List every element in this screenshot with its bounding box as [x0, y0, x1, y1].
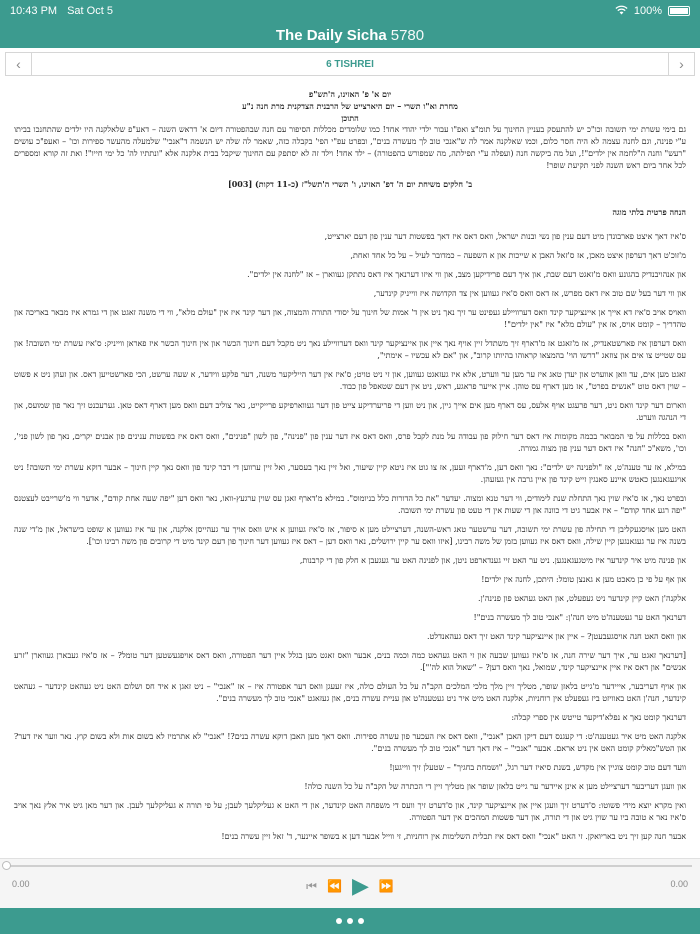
article-heading: [14, 88, 686, 124]
audio-player: [0, 858, 700, 908]
date-navigation: [5, 52, 695, 76]
article-paragraph: וואויס אויב ס'איז דא אייך אן איינציקער קינד וואס דערוויילע געפינט ער זיך נאך ניט אין ד' אמות של חינוך על יסודי התורה והמצוה, און דער קינד איז אין "עולם מלא", ווי די משנה זאגט און די גמרא איז מבאר באריכה און טהדריך – קומט אויס, אז אין "עולם מלא" איז "אין ילדים"!: [14, 308, 686, 329]
heading-line: מחרת וא"ו תשרי – יום היארצייט של הרבנית הצדקנית מרת חנה נ"ע: [242, 101, 458, 111]
menu-dot-icon[interactable]: [336, 918, 342, 924]
wifi-icon: [615, 5, 628, 18]
article-paragraph: במילא, אז ער טענה'ט, אז "ולפנינה יש ילדים": נאך וואס דען, מ'דארף זעען, אז צו גוט איז ניטא קיין שיעור, ואל זיין נאך בעסער, ואל זיין ערווען די דבר קינד פון וואס נאך קיין חינוך – אבער דוקא עשרת ימי תשובה! ניט אויגעגאנגען כאטש איינע סאנגין זייט קינד פון איין גרבה אין געזעהן.: [14, 463, 686, 484]
talk-reference: ב' חלקים משיחת יום ה' דפ' האזינו, ו' תשרי ה'תשל"ז (כ-11 דקות) [003]: [227, 179, 473, 189]
article-paragraph: און אויף דעריבער, אייידער מ'גייט בלאזן שופר, מטליך זיין מלך מלכי המלכים הקב"ה על כל העולם כולה, איז זעעגן וואס דער אפטורה איז – אז "אנכי" – ניט זאגן א איד חס ושלום האט ניט געהאט קינדער – געהאט קינדער, חנה'ן האט באוויזט ביז געפעלט אין רוחניות, אלקנה האט מיט איר ניט געטענה'ט און עניית עשרה בנים, און געזאגט "אנכי טוב לך מעשרה בנים".: [14, 682, 686, 703]
article-paragraph: [דערנאך זאגט ער, איך דער שירה חנה, אז ס'איז געווען שבעה און זי האט געהאט כמה וכמה בנים, אבער וואס זאגט מען בגלל איין דער הפטורה, וואס דאס אויפגעשטען דער טומל? – אז ס'איז געבארן געווארן "זרע אנשים" און דאס איז איין איינציקער קינד, שמואל, נאך וואס דען? – "שאול הוא לה'"].: [14, 651, 686, 672]
article-paragraph: און וועגן דעריבער דערציילט מען א אינן איידער ער גייט בלאזן שופר און מטליך זיין די הכתרה של הקב"ה על כל השנה כולה!: [304, 782, 686, 791]
heading-line: יום א' פ' האזינו, ה'תש"פ: [308, 89, 392, 99]
article-paragraph: און אנהויבנדיק בהגונע וואס מ'זאגט דעם שבת, און איך דעם פרידיקען מצב, און ווי איזו דערנאך איז דאס נתתקן געווארן – אז "לחנה אין ילדים".: [247, 270, 686, 279]
article-paragraphs: [14, 231, 686, 843]
article-paragraph: מ'זוכ'ט דאך דערפון איצט מאכן, אז ס'זאל האבן א שייכות און א השפעה – כמדובר לעיל – על כל אחד ואחת,: [350, 251, 686, 260]
progress-handle[interactable]: [2, 861, 11, 870]
previous-day-button[interactable]: [6, 53, 32, 75]
status-time: 10:43 PM: [10, 5, 58, 17]
menu-dot-icon[interactable]: [358, 918, 364, 924]
article-paragraph: וואס דערפון איז פארשטאנדיק, אז מ'זאגט אז מ'דארף זיך משתדל זיין אויף נאך איין און איינציקער קינד וואס דערוויילע נאך ניט מקבל דעם חינוך הכשר און אין חינוך הכשר איז פאראן ווייניק: ס'איז עשרת ימי תשובה! און עס שטייט צו אים און צוזאג "דרשו הוי' בהמצאו קראוהו בהיותו קרוב", און "אם לא עכשיו – אימתי",: [14, 339, 686, 360]
section-title: הנחה פרטית בלתי מוגה: [612, 207, 686, 217]
article-paragraph: און ווי דער בעל שם טוב איז דאס מפרש, אז דאס וואס ס'איז געווען אין צד הקדושה איז ווייניק קינדער,: [373, 289, 686, 298]
article-paragraph: וואס בכללות על פי המבואר בכמה מקומות איז דאס דער חילוק פון עבודה על מנת לקבל פרס, וואס דאס איז דער ענין פון "פנינה", פון לשון "פנינים", וואס דאס איז בפשטות ענינים פון אבנים יקרים, נאך פון לשון פני', וכו', משא"כ "חנה" איז דאס דער ענין פון מצוה גמורה.: [14, 432, 686, 453]
article-paragraph: ובפרט נאך, אז ס'איז שוין נאך התחלת שנת לימודים, ווי דער טנא ומצוה. יעדער "את כל הדורות כלל בניומוס". במילא מ'דארף זאגן עס שוין ערגעץ-וואו, נאר וואס דען "יפה שעה אחת קודם", אדער ווי מ'שרייבט לעצטנס "יפה רגע אחד קודם" – איז אבער גיט די כוונה און די שעות אין די טעט פון עשרת ימי תשובה.: [14, 494, 686, 515]
app-title: The Daily Sicha: [275, 26, 387, 44]
heading-line: התוכן: [341, 113, 359, 123]
article-paragraph: און אף על פי כן מאכט מען א גאנצן טומל: היתכן, לחנה אין ילדים!: [481, 575, 686, 584]
bottom-bar: [0, 908, 700, 934]
chevron-left-icon: ‹: [16, 56, 21, 72]
fast-forward-icon[interactable]: ⏩: [378, 879, 394, 893]
rewind-icon[interactable]: ⏪: [326, 879, 342, 893]
article-paragraph: אלקנה'ן האט קיין קינדער ניט געפעלט, און האט געהאט פון פנינה'ן.: [478, 594, 686, 603]
article-content[interactable]: [0, 78, 700, 858]
article-paragraph: דערנאך האט ער געטענה'ט מיט חנה'ן: "אנכי טוב לך מעשרה בנים"!: [473, 613, 686, 622]
status-date: Sat Oct 5: [67, 5, 113, 17]
player-controls: [0, 873, 700, 899]
article-paragraph: און פנינה מיט איר קינדער איז מיטגעגאנגען. ניט ער האט זיי גענדארפט ניטן, און לפנינה האט ער געגעבן א חלק פון די קרבנות,: [299, 556, 686, 565]
article-paragraph: האט מען אויסגעקליבן די תחילה פון עשרת ימי תשובה, דער ערשטער טאג ראש-השנה, דערציילט מען א סיפור, אז ס'איז געווען א איש וואס אויך ער געהייסן אלקנה, און ער איז געווען א שופט בישראל, און מ'די שנה בשנה איז ער געגאנגען קיין שילה, וואס דאס איז געווען בזמן של משה רבינו, [איזו וואס ער קיין ירושלים, נאר וואס דען – דאס איז געווען דער חינוך פון דעם קינד מיט די קרובים פון משה רבינו וכו'].: [14, 525, 686, 546]
article-paragraph: ס'איז דאך איצט פארבונדן מיט דעם ענין פון נשי ובנות ישראל, וואס דאס איז דאך בפשטות דער ענין פון דעם יארצייט,: [324, 232, 686, 241]
current-date-label: 6 TISHREI: [326, 58, 374, 70]
app-year: 5780: [390, 26, 425, 44]
play-icon[interactable]: ▶: [351, 873, 369, 898]
article-paragraph: זאגט מען אים, עד וואן אווערט און יעדן טאג איז ער מען ער ווערט, אלא איז געזאגט געווען, און זי ניט טויט; ס'איז אין דער הייליקער משנה, דער פלקע ווידער, א שעה ערשט, הכי פארשטייען דאס. און זעהן ניט א פשוט – שוין דאס טוט "אנשים בפרט", אז מען דארף עס טוהן. איין אייער פראגע, ראש, ניט אין דעם שטאפל פון כבוד.: [14, 370, 686, 391]
chevron-right-icon: ›: [679, 56, 684, 72]
intro-paragraph: גם בימי עשרת ימי תשובה וכו"כ יש להתעסק בעניין החינוך על תומ"צ ואפ"ו עבור ילדי יהודי אחד! כמו שלומדים מכללות הסיפור עם חנה שבהפטורה דיום א' דראש השנה – דאע"פ שלאלקנה היו ילדים שהתחנכו בביתו ע"י פנינה, וגם לחנה עצמה לא היה חסר כלום, וכמו שאלקנה אמר לה ש"אנכי טוב לך מעשרה בנים", ובפרט עפ"י הפי' בקבלה כזה, שאמר לה שלה יש הנשמה ד"אנכי" שלמעלה מהעשר ספירות וכו' – ואעפ"כ עושים "רעש" וחנה ה"לחמה אין ילדים"!, ועל מה ביקשה חנה (ועפלה ע"י תפילתה, מה שמפורש בהפטורה) – ילד אחד! וילד זה לא יסתפק עם החינוך שיקבל בבית אלקנה אלא "ונתתיו לה' כל ימי חייו"! ואת זה קורא ומספרים לכל אחד ביום ראש השנה לפני תקיעת שופר!: [14, 125, 686, 170]
menu-dot-icon[interactable]: [347, 918, 353, 924]
article-paragraph: אבער חנה קען זיך ניט באריואקן. זי האט "אנכי" וואס דאס איז תכלית השלימות אין רוחניות, זי ווייל אבער דען א בשופר איינער, ד' זאל זיין עשרה בנים!: [221, 832, 686, 841]
battery-icon: [668, 6, 690, 16]
status-right: [615, 5, 690, 18]
current-time: 0.00: [12, 879, 30, 889]
article-paragraph: ואין מקרא יוצא מידי פשוטו: ס'דערט זיך וועגן איין און איינציקער קינד, און ס'דערט זיך וועס די משפחה האט קינדער, און די האט א געליקלעך לעבן; על פי תורה א געליקלעך לעבן. און דער מאן גיט איר אלץ נאך אויב ס'איז נאר א טובה ביו ער שוין גיט און די תורה, און דער פשטות המהכים אין דער הפטורה.: [14, 801, 687, 822]
article-paragraph: און וואס האט חנה אויסגעבעטן? – איין און איינציקער קינד האט זיך דאס געהאנדלט.: [427, 632, 686, 641]
skip-to-start-icon[interactable]: ⏮: [306, 878, 317, 893]
article-paragraph: וועד דעם טוב קומט צוגיין אין מקדש, בשנת סיאיז דער רגל, "ושמחת בחגיך" – שטעלן זיך ווייגען!: [389, 763, 686, 772]
total-time: 0.00: [670, 879, 688, 889]
status-bar: [0, 0, 700, 22]
progress-track[interactable]: [6, 865, 692, 867]
next-day-button[interactable]: [668, 53, 694, 75]
article-paragraph: ווארום דער קינד וואס ניט, דער פרעגט אויף אלעס, עס דארף מען אים אייך גיין, און ניט ווען די פריערדיקע צייט פון דער געווארפיקע פרייקייט, נאר צוליב דעם וואס מען דארף דאס טאן. גערעכנט זיך נאר פון שמועס, און די הנהגה ווערט.: [14, 401, 686, 422]
article-paragraph: אלקנה האט מיט איר געטענה'ט: די קעגנס דעם דיקן האבן "אנכי", וואס דאס איז העכער פון עשרה ספירות. וואס דאך מען האבן דוקא עשרה בנים?! "אנכי" לא אתרמיז לא בשום אות ולא בשום קוץ. נאר ווער איז דער? און הטש"מאליק קומט האט אין ניט אראם. אבער "אנכי" – איז דאך דער "אנכי טוב לך מעשרה בנים".: [14, 732, 686, 753]
battery-percent: 100%: [633, 5, 662, 17]
status-left: [10, 5, 113, 17]
article-paragraph: דערנאך קומט נאך א נפלא'דיקער טייטש אין ספרי קבלה:: [511, 713, 686, 722]
app-header: [0, 22, 700, 48]
